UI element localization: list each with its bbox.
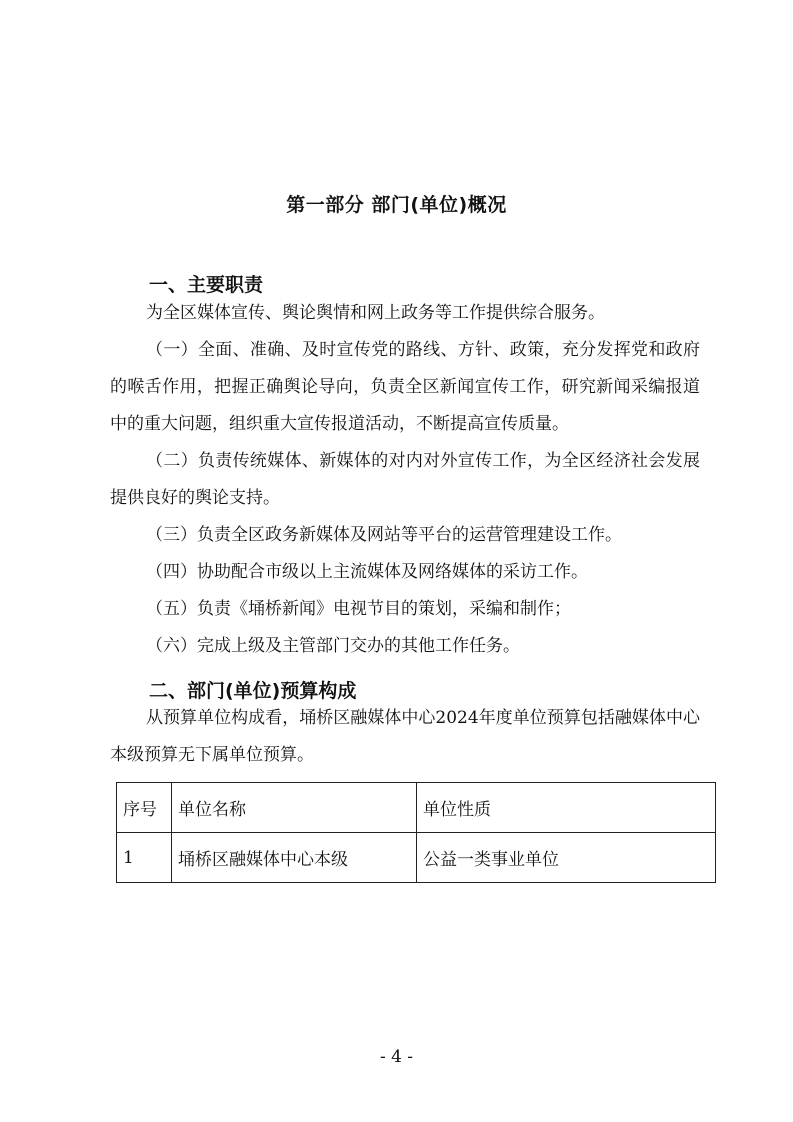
budget-composition-text: 从预算单位构成看，埇桥区融媒体中心2024年度单位预算包括融媒体中心本级预算无下属单位预算。 [110, 708, 700, 765]
table-header-cell: 单位名称 [172, 783, 417, 833]
table-header-row [117, 783, 716, 833]
page-number: - 4 - [379, 1047, 414, 1067]
duty-item-6: （六）完成上级及主管部门交办的其他工作任务。 [146, 636, 520, 656]
page-title: 第一部分 部门(单位)概况 [286, 194, 507, 216]
duty-item-5: （五）负责《埇桥新闻》电视节目的策划，采编和制作； [146, 599, 571, 619]
table-row [117, 833, 716, 883]
duty-item-4: （四）协助配合市级以上主流媒体及网络媒体的采访工作。 [146, 562, 588, 582]
section-heading-duties: 一、主要职责 [149, 274, 264, 296]
table-cell: 埇桥区融媒体中心本级 [172, 833, 417, 883]
table-cell: 1 [117, 833, 172, 883]
duty-item-2: （二）负责传统媒体、新媒体的对内对外宣传工作，为全区经济社会发展提供良好的舆论支持。 [110, 451, 700, 508]
duty-item-3: （三）负责全区政务新媒体及网站等平台的运营管理建设工作。 [146, 525, 622, 545]
duties-intro: 为全区媒体宣传、舆论舆情和网上政务等工作提供综合服务。 [146, 303, 605, 323]
duty-item-1: （一）全面、准确、及时宣传党的路线、方针、政策，充分发挥党和政府的喉舌作用，把握正确舆论导向，负责全区新闻宣传工作，研究新闻采编报道中的重大问题，组织重大宣传报道活动，不断提高宣传质量。 [110, 340, 700, 434]
table-header-cell: 序号 [117, 783, 172, 833]
section-heading-budget: 二、部门(单位)预算构成 [149, 680, 357, 702]
unit-table [116, 782, 716, 883]
table-cell: 公益一类事业单位 [417, 833, 716, 883]
table-header-cell: 单位性质 [417, 783, 716, 833]
